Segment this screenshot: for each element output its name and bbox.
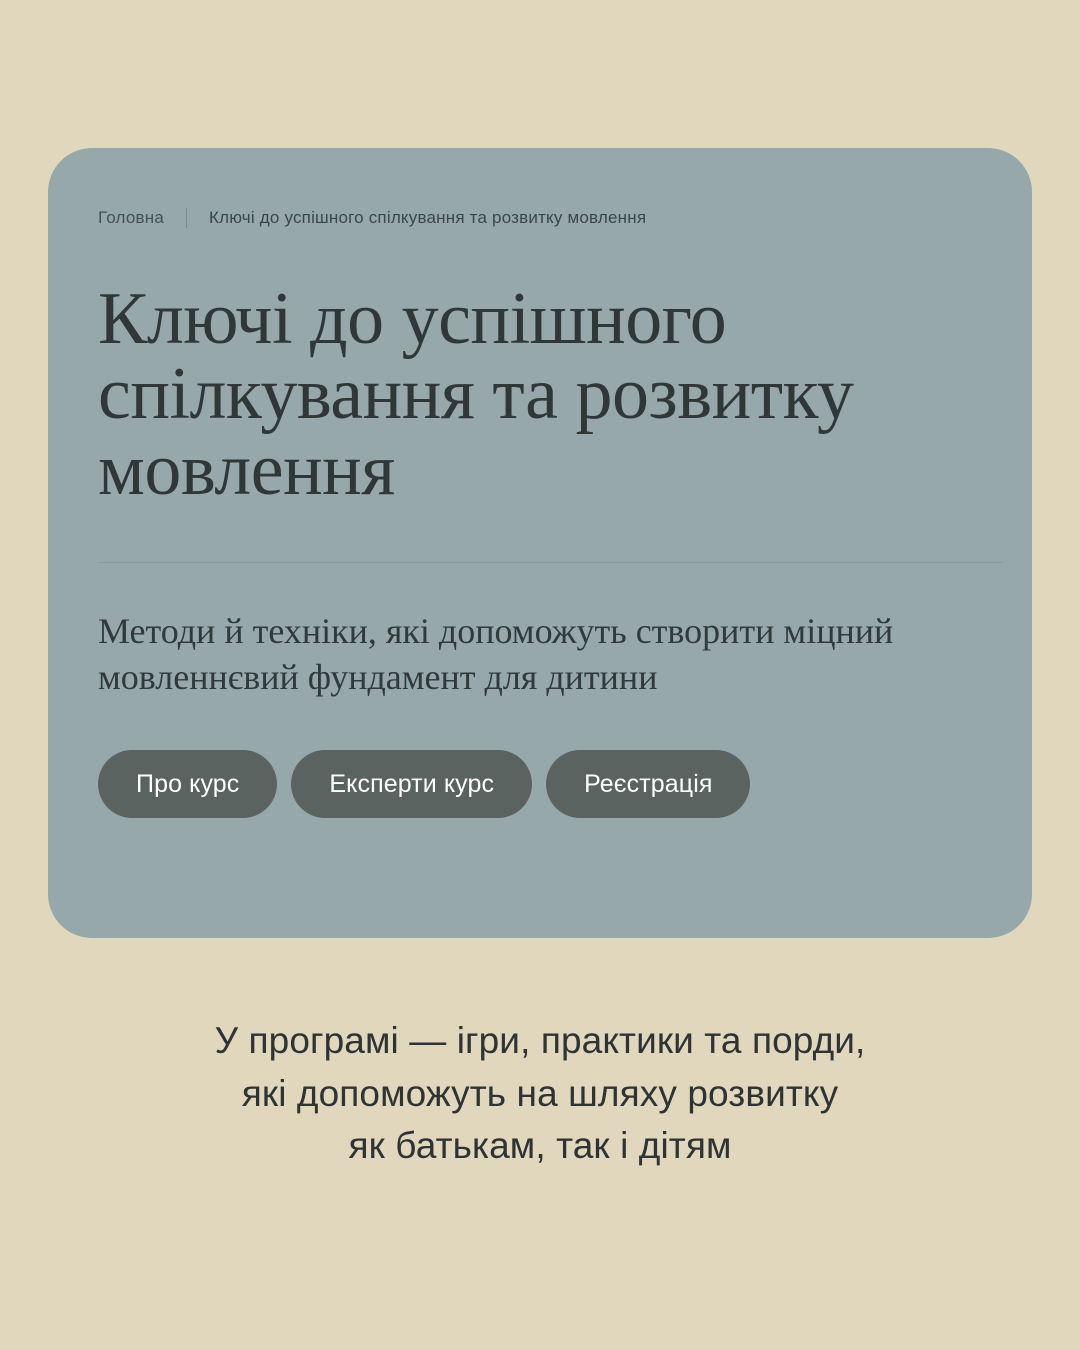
- registration-button[interactable]: Реєстрація: [546, 750, 750, 818]
- caption-line-2: які допоможуть на шляху розвитку: [241, 1072, 839, 1114]
- breadcrumb-item-current: Ключі до успішного спілкування та розвитку мовлення: [209, 208, 647, 227]
- course-experts-button[interactable]: Експерти курс: [291, 750, 532, 818]
- hero-card: [48, 148, 1032, 938]
- hero-subtitle: Методи й техніки, які допоможуть створити міцний мовленнєвий фундамент для дитини: [98, 611, 894, 697]
- breadcrumb-item-home[interactable]: Головна: [98, 208, 164, 227]
- breadcrumb: [98, 206, 980, 230]
- hero-divider: [98, 562, 1003, 563]
- about-course-button[interactable]: Про курс: [98, 750, 277, 818]
- breadcrumb-separator-icon: [186, 208, 187, 228]
- cta-button-row: [98, 750, 980, 818]
- page-title: Ключі до успішного спілкування та розвитку мовлення: [98, 278, 854, 511]
- caption-line-3: як батькам, так і дітям: [348, 1125, 732, 1167]
- footer-caption: [0, 1015, 1080, 1173]
- caption-line-1: У програмі — ігри, практики та порди,: [214, 1020, 866, 1061]
